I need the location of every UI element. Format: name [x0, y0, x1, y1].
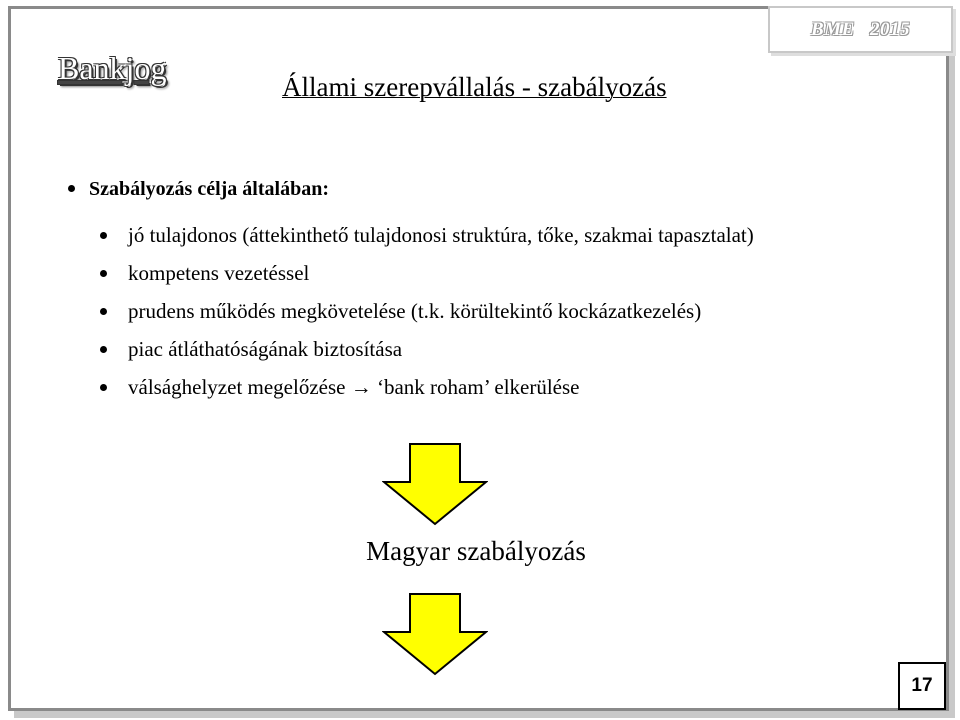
list-item: [100, 374, 880, 401]
list-item-text: piac átláthatóságának biztosítása: [128, 337, 403, 361]
main-bullet: [68, 178, 329, 201]
bullet-icon: [100, 232, 107, 239]
list-item-text: kompetens vezetéssel: [128, 261, 310, 285]
bullet-icon: [100, 270, 107, 277]
bullet-icon: [68, 185, 75, 192]
list-item: [100, 260, 880, 287]
list-item: [100, 222, 880, 249]
list-item-text: válsághelyzet megelőzése → ‘bank roham’ elkerülése: [128, 375, 580, 399]
bullet-icon: [100, 384, 107, 391]
list-item: [100, 298, 880, 325]
list-item-text: prudens működés megkövetelése (t.k. körültekintő kockázatkezelés): [128, 299, 702, 323]
logo-text: Bankjog: [58, 50, 167, 86]
down-arrow-icon: [382, 592, 488, 676]
sub-bullet-list: [100, 222, 880, 412]
subtitle: Magyar szabályozás: [366, 536, 586, 566]
list-item-text: jó tulajdonos (áttekinthető tulajdonosi struktúra, tőke, szakmai tapasztalat): [128, 223, 754, 247]
page-title: Állami szerepvállalás - szabályozás: [282, 72, 667, 102]
page-number: 17: [898, 662, 946, 710]
header-badge: BME 2015: [768, 6, 953, 53]
list-item: [100, 336, 880, 363]
main-bullet-label: Szabályozás célja általában:: [89, 178, 329, 200]
down-arrow-icon: [382, 442, 488, 526]
bullet-icon: [100, 308, 107, 315]
bullet-icon: [100, 346, 107, 353]
